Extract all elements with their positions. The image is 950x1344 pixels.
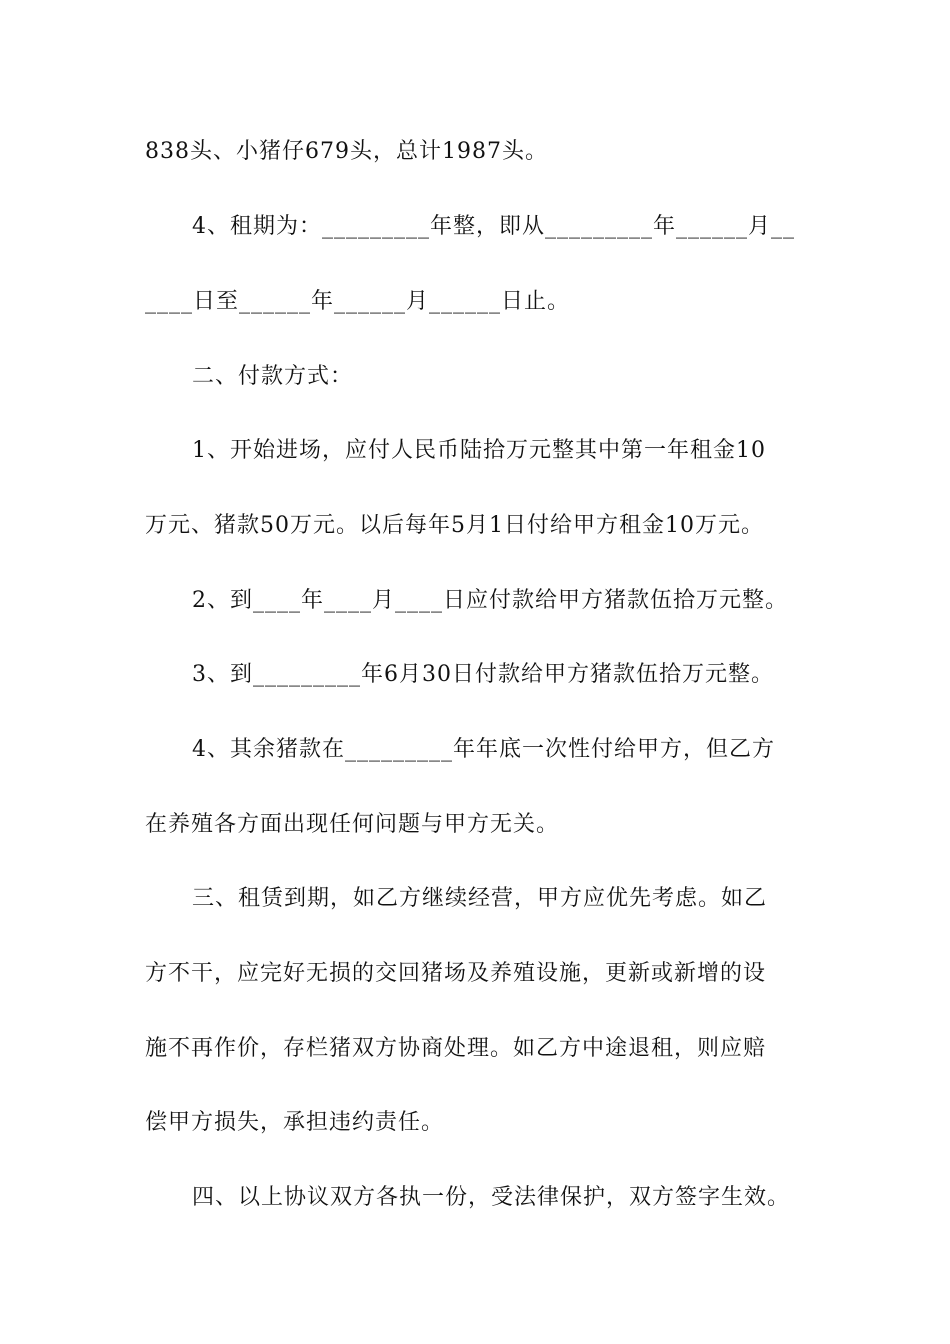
- text-line: 三、租赁到期，如乙方继续经营，甲方应优先考虑。如乙: [192, 886, 768, 911]
- text-line: 万元、猪款50万元。以后每年5月1日付给甲方租金10万元。: [145, 513, 764, 538]
- text-line: 在养殖各方面出现任何问题与甲方无关。: [145, 812, 560, 837]
- text-line: ____日至______年______月______日止。: [145, 289, 571, 314]
- text-line: 偿甲方损失，承担违约责任。: [145, 1110, 445, 1135]
- text-line: 2、到____年____月____日应付款给甲方猪款伍拾万元整。: [192, 588, 788, 613]
- section-heading: 二、付款方式：: [192, 364, 354, 389]
- text-line: 3、到_________年6月30日付款给甲方猪款伍拾万元整。: [192, 662, 774, 687]
- text-line: 838头、小猪仔679头，总计1987头。: [145, 139, 548, 164]
- text-line: 施不再作价，存栏猪双方协商处理。如乙方中途退租，则应赔: [145, 1036, 767, 1061]
- text-line: 四、以上协议双方各执一份，受法律保护，双方签字生效。: [192, 1185, 791, 1210]
- text-line: 4、租期为：_________年整，即从_________年______月__: [192, 214, 795, 239]
- text-line: 方不干，应完好无损的交回猪场及养殖设施，更新或新增的设: [145, 961, 767, 986]
- text-line: 1、开始进场，应付人民币陆拾万元整其中第一年租金10: [192, 438, 766, 463]
- text-line: 4、其余猪款在_________年年底一次性付给甲方，但乙方: [192, 737, 775, 762]
